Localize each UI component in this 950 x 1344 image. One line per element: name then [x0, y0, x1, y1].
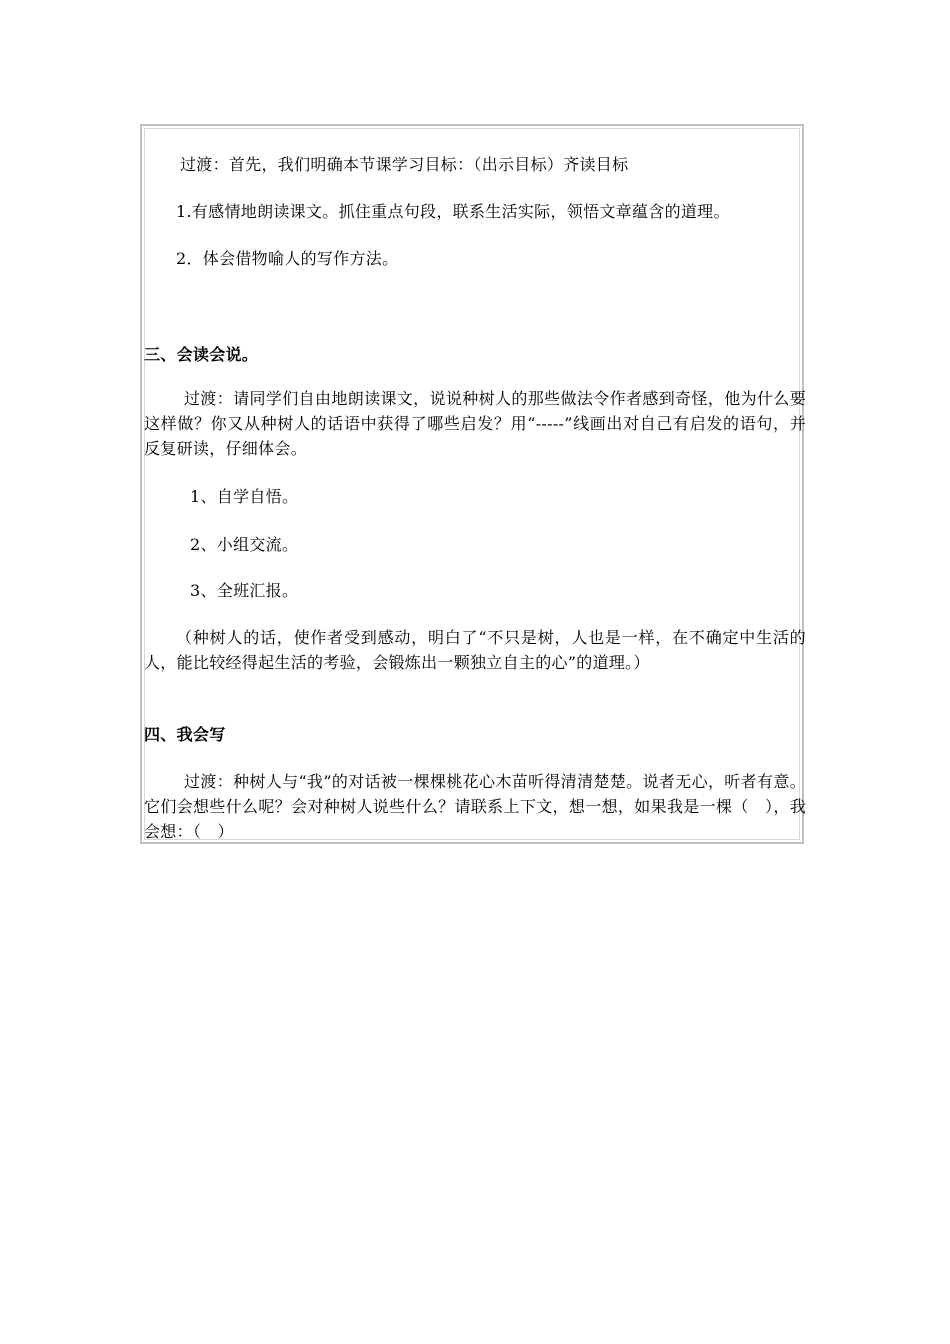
transition-paragraph-1: 过渡：首先，我们明确本节课学习目标：（出示目标）齐读目标 [180, 155, 629, 174]
step-1: 1、自学自悟。 [190, 487, 299, 506]
learning-goal-2: 2．体会借物喻人的写作方法。 [176, 249, 399, 268]
transition-paragraph-3: 过渡：种树人与“我”的对话被一棵棵桃花心木苗听得清清楚楚。说者无心，听者有意。它们会想些什么呢？会对种树人说些什么？请联系上下文，想一想，如果我是一棵（ ），我会想：（ ） [144, 772, 806, 841]
section-heading-3: 三、会读会说。 [144, 345, 259, 364]
section-heading-4: 四、我会写 [144, 725, 226, 744]
learning-goal-1: 1.有感情地朗读课文。抓住重点句段，联系生活实际，领悟文章蕴含的道理。 [176, 202, 730, 221]
step-2: 2、小组交流。 [190, 535, 299, 554]
step-3: 3、全班汇报。 [190, 581, 299, 600]
transition-paragraph-2: 过渡：请同学们自由地朗读课文，说说种树人的那些做法令作者感到奇怪，他为什么要这样做？你又从种树人的话语中获得了哪些启发？用“-----”线画出对自己有启发的语句，并反复研读，仔细体会。 [144, 389, 806, 458]
summary-note: （种树人的话，使作者受到感动，明白了“不只是树，人也是一样，在不确定中生活的人，能比较经得起生活的考验，会锻炼出一颗独立自主的心”的道理。） [144, 628, 806, 672]
